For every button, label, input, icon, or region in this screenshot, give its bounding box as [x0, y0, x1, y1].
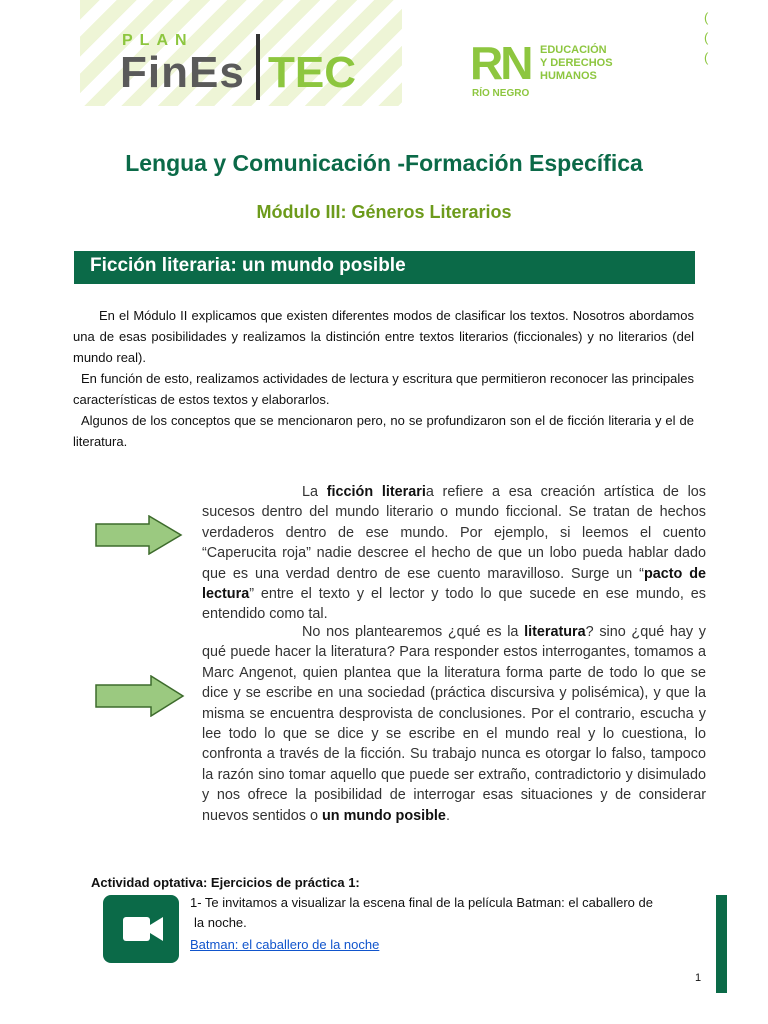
logo-divider: [256, 34, 260, 100]
page-number: 1: [695, 972, 702, 984]
bold-term: pacto de lectura: [202, 565, 706, 603]
literature-definition-block: [202, 622, 706, 826]
bold-term: literatura: [524, 624, 586, 640]
document-title: Lengua y Comunicación -Formación Específica: [125, 150, 643, 176]
intro-paragraph: En el Módulo II explicamos que existen diferentes modos de clasificar los textos. Nosotros abordamos una de esas posibilidades y realizamos la distinción entre textos literarios (ficcionales) y no literarios (del mundo real).: [73, 308, 694, 365]
rn-logo-subtitle: RÍO NEGRO: [472, 88, 530, 99]
module-title: Módulo III: Géneros Literarios: [256, 202, 512, 222]
section-title: Ficción literaria: un mundo posible: [90, 255, 406, 276]
text-run: a refiere a esa creación artística de los sucesos dentro del mundo literario o mundo ficcional. Se tratan de hechos verdaderos dentro de ese mundo. Por ejemplo, si leemos el cuento “Caperucita roja” nadie descree el hecho de que un lobo pueda hablar dado que es una verdad dentro de ese cuento maravilloso. Surge un “: [202, 484, 706, 582]
activity-title: Actividad optativa: Ejercicios de práctica 1:: [91, 875, 360, 890]
activity-instruction: 1- Te invitamos a visualizar la escena final de la película Batman: el caballero de: [190, 895, 653, 910]
bold-term: ficción literari: [326, 484, 426, 500]
fiction-definition-block: [202, 482, 706, 625]
right-arrow-icon: [95, 515, 183, 555]
decorative-paren: (: [704, 50, 709, 65]
right-arrow-icon: [95, 675, 185, 717]
ministry-line-3: HUMANOS: [540, 70, 597, 82]
section-header-bar: [74, 251, 695, 284]
ministry-line-2: Y DERECHOS: [540, 57, 613, 69]
tec-logo-text: TEC: [268, 48, 356, 97]
intro-paragraph: Algunos de los conceptos que se mencionaron pero, no se profundizaron son el de ficción literaria y el de literatura.: [73, 413, 694, 449]
batman-video-link[interactable]: Batman: el caballero de la noche: [190, 937, 380, 952]
text-run: ? sino ¿qué hay y qué puede hacer la literatura? Para responder estos interrogantes, tomamos a Marc Angenot, quien plantea que la literatura forma parte de todo lo que se dice y se escribe en una sociedad (práctica discursiva y polisémica), y que la misma se encuentra desprovista de conclusiones. Por el contrario, escucha y lee todo lo que se dice y se escribe en el mundo real y lo cuestiona, lo confronta a través de la ficción. Su trabajo nunca es otorgar lo falso, tampoco la razón sino tomar aquello que puede ser extraño, contradictorio y disimulado y nos ofrece la posibilidad de interrogar esas situaciones y de considerar nuevos sentidos o: [202, 624, 706, 824]
activity-instruction: la noche.: [194, 915, 247, 930]
video-camera-icon[interactable]: [103, 895, 179, 963]
text-run: ” entre el texto y el lector y todo lo que sucede en ese mundo, es entendido como tal.: [202, 586, 706, 623]
plan-logo-label: PLAN: [122, 32, 194, 49]
text-run: No nos plantearemos ¿qué es la: [302, 624, 525, 640]
bold-term: un mundo posible: [322, 807, 446, 824]
side-accent-bar: [716, 895, 727, 993]
text-run: La: [302, 484, 327, 500]
intro-paragraph: En función de esto, realizamos actividades de lectura y escritura que permitieron reconocer las principales características de estos textos y elaborarlos.: [73, 371, 694, 407]
fines-logo-text: FinEs: [120, 48, 245, 97]
decorative-paren: (: [704, 10, 709, 25]
video-camera-glyph: [103, 895, 179, 963]
rn-logo: RN: [470, 37, 531, 89]
intro-text: [73, 305, 694, 452]
text-run: .: [445, 807, 450, 824]
decorative-paren: (: [704, 30, 709, 45]
ministry-line-1: EDUCACIÓN: [540, 44, 607, 56]
